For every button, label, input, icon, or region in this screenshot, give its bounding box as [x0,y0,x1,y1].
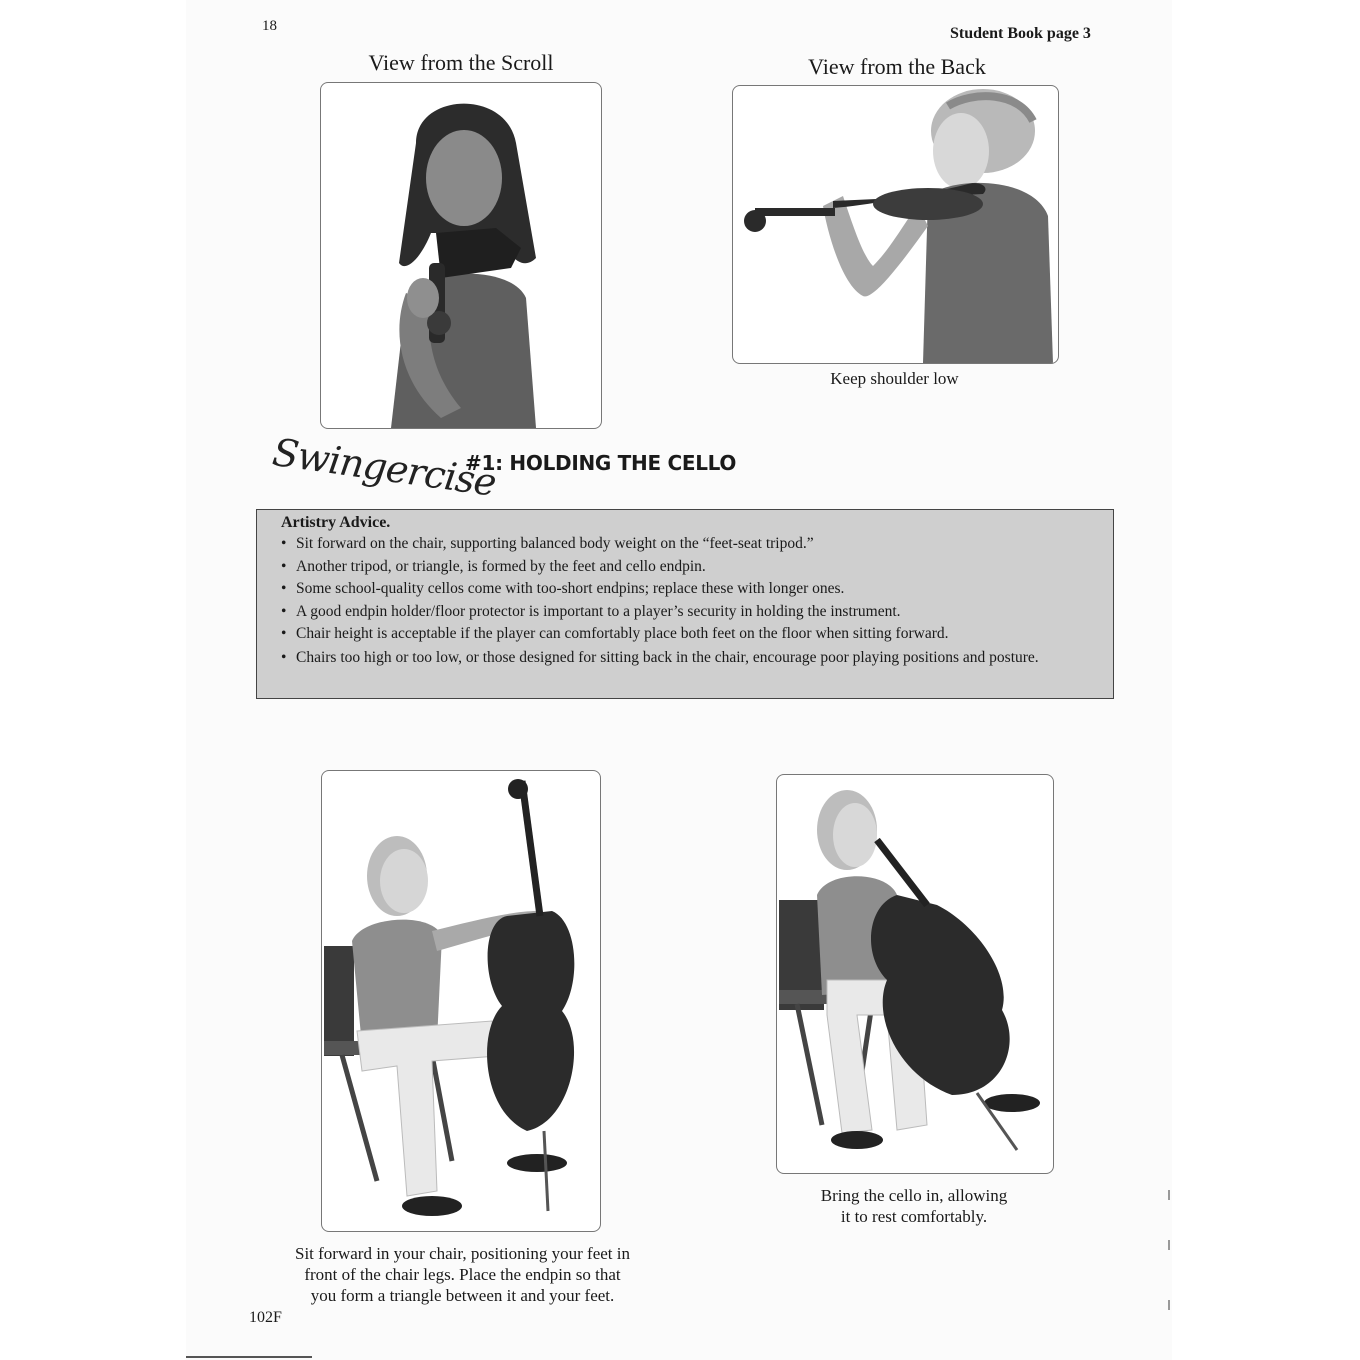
advice-item: • Another tripod, or triangle, is formed by the feet and cello endpin. [281,556,1113,579]
advice-item: • Chairs too high or too low, or those designed for sitting back in the chair, encourage poor playing positions and posture. [281,648,1039,666]
bullet-icon: • [281,535,287,552]
bullet-icon: • [281,625,287,642]
advice-item: • Chair height is acceptable if the player can comfortably place both feet on the floor when sitting forward. [281,623,1113,646]
scan-edge-line [186,1356,312,1358]
scan-mark [1168,1300,1170,1310]
scan-mark [1168,1240,1170,1250]
cello-sit-forward-photo [321,770,601,1232]
advice-item: • A good endpin holder/floor protector is important to a player’s security in holding the instrument. [281,601,1113,624]
cello-rest-caption [776,1185,1052,1227]
artistry-advice-box [256,509,1114,699]
swingercise-logo: Swingercise [269,430,499,505]
bullet-icon: • [281,602,287,620]
swingercise-title: #1: HOLDING THE CELLO [465,451,737,475]
back-view-caption: Keep shoulder low [830,369,959,388]
bullet-icon: • [281,648,287,666]
advice-item: • Sit forward on the chair, supporting balanced body weight on the “feet-seat tripod.” [281,533,1113,556]
back-view-title: View from the Back [808,54,986,79]
scan-mark [1168,1190,1170,1200]
cello-rest-photo [776,774,1054,1174]
cello-sit-forward-caption [240,1243,685,1306]
caption-line: Bring the cello in, allowing [820,1186,1008,1205]
back-view-photo [732,85,1059,364]
bullet-icon: • [281,557,287,575]
caption-line: Sit forward in your chair, positioning your feet in [294,1244,630,1263]
caption-line: it to rest comfortably. [840,1207,988,1226]
scroll-view-title: View from the Scroll [368,50,554,75]
page-number: 18 [262,18,277,34]
student-book-reference: Student Book page 3 [950,25,1091,42]
caption-line: you form a triangle between it and your feet. [310,1286,615,1305]
caption-line: front of the chair legs. Place the endpin so that [304,1265,621,1284]
advice-item: • Some school-quality cellos come with too-short endpins; replace these with longer ones. [281,578,1113,601]
scroll-view-photo [320,82,602,429]
footer-code: 102F [249,1309,282,1326]
artistry-advice-heading: Artistry Advice. [281,514,391,531]
bullet-icon: • [281,580,287,597]
artistry-advice-list [281,533,1113,667]
